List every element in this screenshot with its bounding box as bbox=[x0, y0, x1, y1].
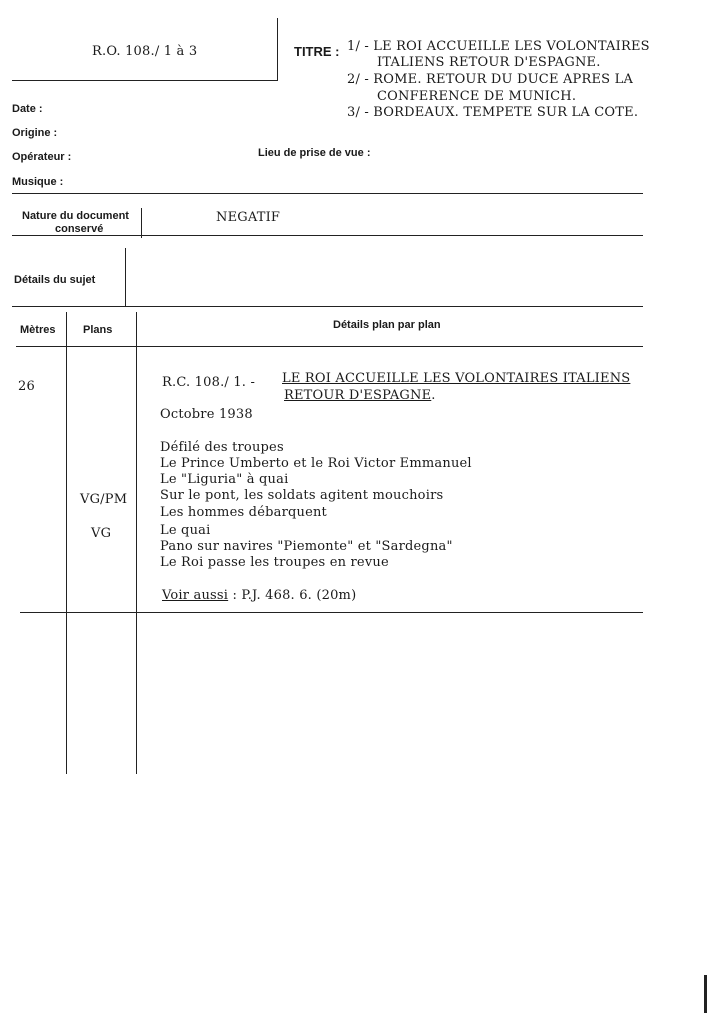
nature-label-line2: conservé bbox=[55, 223, 104, 235]
title-line-5: 3/ - BORDEAUX. TEMPETE SUR LA COTE. bbox=[347, 105, 639, 120]
header-plans: Plans bbox=[83, 324, 113, 336]
table-bottom-divider bbox=[20, 612, 643, 613]
shot-line: Le "Liguria" à quai bbox=[160, 472, 289, 487]
musique-label: Musique : bbox=[12, 176, 64, 188]
title-line-4: CONFERENCE DE MUNICH. bbox=[377, 89, 577, 104]
nature-label-line1: Nature du document bbox=[22, 210, 129, 222]
nature-divider bbox=[12, 235, 643, 236]
entry-title-line1: LE ROI ACCUEILLE LES VOLONTAIRES ITALIENS bbox=[282, 371, 631, 386]
titre-label: TITRE : bbox=[294, 44, 340, 59]
ref-box-bottom-border bbox=[12, 80, 278, 81]
voir-aussi bbox=[162, 588, 356, 603]
column-line-plans bbox=[136, 312, 137, 774]
shot-line: Pano sur navires "Piemonte" et "Sardegna" bbox=[160, 539, 453, 554]
details-sujet-label: Détails du sujet bbox=[14, 274, 96, 286]
details-sujet-bracket bbox=[125, 248, 126, 306]
lieu-de-prise-de-vue-label: Lieu de prise de vue : bbox=[258, 147, 371, 159]
shot-line: Défilé des troupes bbox=[160, 440, 284, 455]
header-details: Détails plan par plan bbox=[333, 319, 441, 331]
voir-aussi-value: : P.J. 468. 6. (20m) bbox=[232, 588, 357, 603]
scan-edge-mark bbox=[704, 975, 707, 1013]
title-line-2: ITALIENS RETOUR D'ESPAGNE. bbox=[377, 55, 601, 70]
entry-title-end: . bbox=[431, 388, 436, 403]
ref-box-right-border bbox=[277, 18, 278, 80]
entry-title-line2-wrap bbox=[284, 388, 436, 403]
entry-title-line2: RETOUR D'ESPAGNE bbox=[284, 388, 432, 403]
shot-line: Le quai bbox=[160, 523, 211, 538]
nature-bracket bbox=[141, 208, 142, 238]
entry-ref: R.C. 108./ 1. - bbox=[162, 375, 256, 390]
shot-line: Les hommes débarquent bbox=[160, 505, 327, 520]
plan-value: VG/PM bbox=[80, 492, 128, 507]
meta-divider bbox=[12, 193, 643, 194]
header-metres: Mètres bbox=[20, 324, 56, 336]
metres-value: 26 bbox=[18, 379, 35, 394]
nature-value: NEGATIF bbox=[216, 210, 281, 225]
title-line-1: 1/ - LE ROI ACCUEILLE LES VOLONTAIRES bbox=[347, 39, 650, 54]
voir-aussi-label: Voir aussi bbox=[162, 588, 229, 603]
column-line-metres bbox=[66, 312, 67, 774]
shot-line: Sur le pont, les soldats agitent mouchoirs bbox=[160, 488, 444, 503]
date-label: Date : bbox=[12, 103, 43, 115]
entry-date: Octobre 1938 bbox=[160, 407, 253, 422]
operateur-label: Opérateur : bbox=[12, 151, 72, 163]
table-header-divider bbox=[16, 346, 643, 347]
origine-label: Origine : bbox=[12, 127, 58, 139]
title-line-3: 2/ - ROME. RETOUR DU DUCE APRES LA bbox=[347, 72, 634, 87]
document-reference: R.O. 108./ 1 à 3 bbox=[92, 44, 198, 59]
plan-value: VG bbox=[91, 526, 112, 541]
shot-line: Le Roi passe les troupes en revue bbox=[160, 555, 389, 570]
shot-line: Le Prince Umberto et le Roi Victor Emmanuel bbox=[160, 456, 472, 471]
details-sujet-divider bbox=[12, 306, 643, 307]
